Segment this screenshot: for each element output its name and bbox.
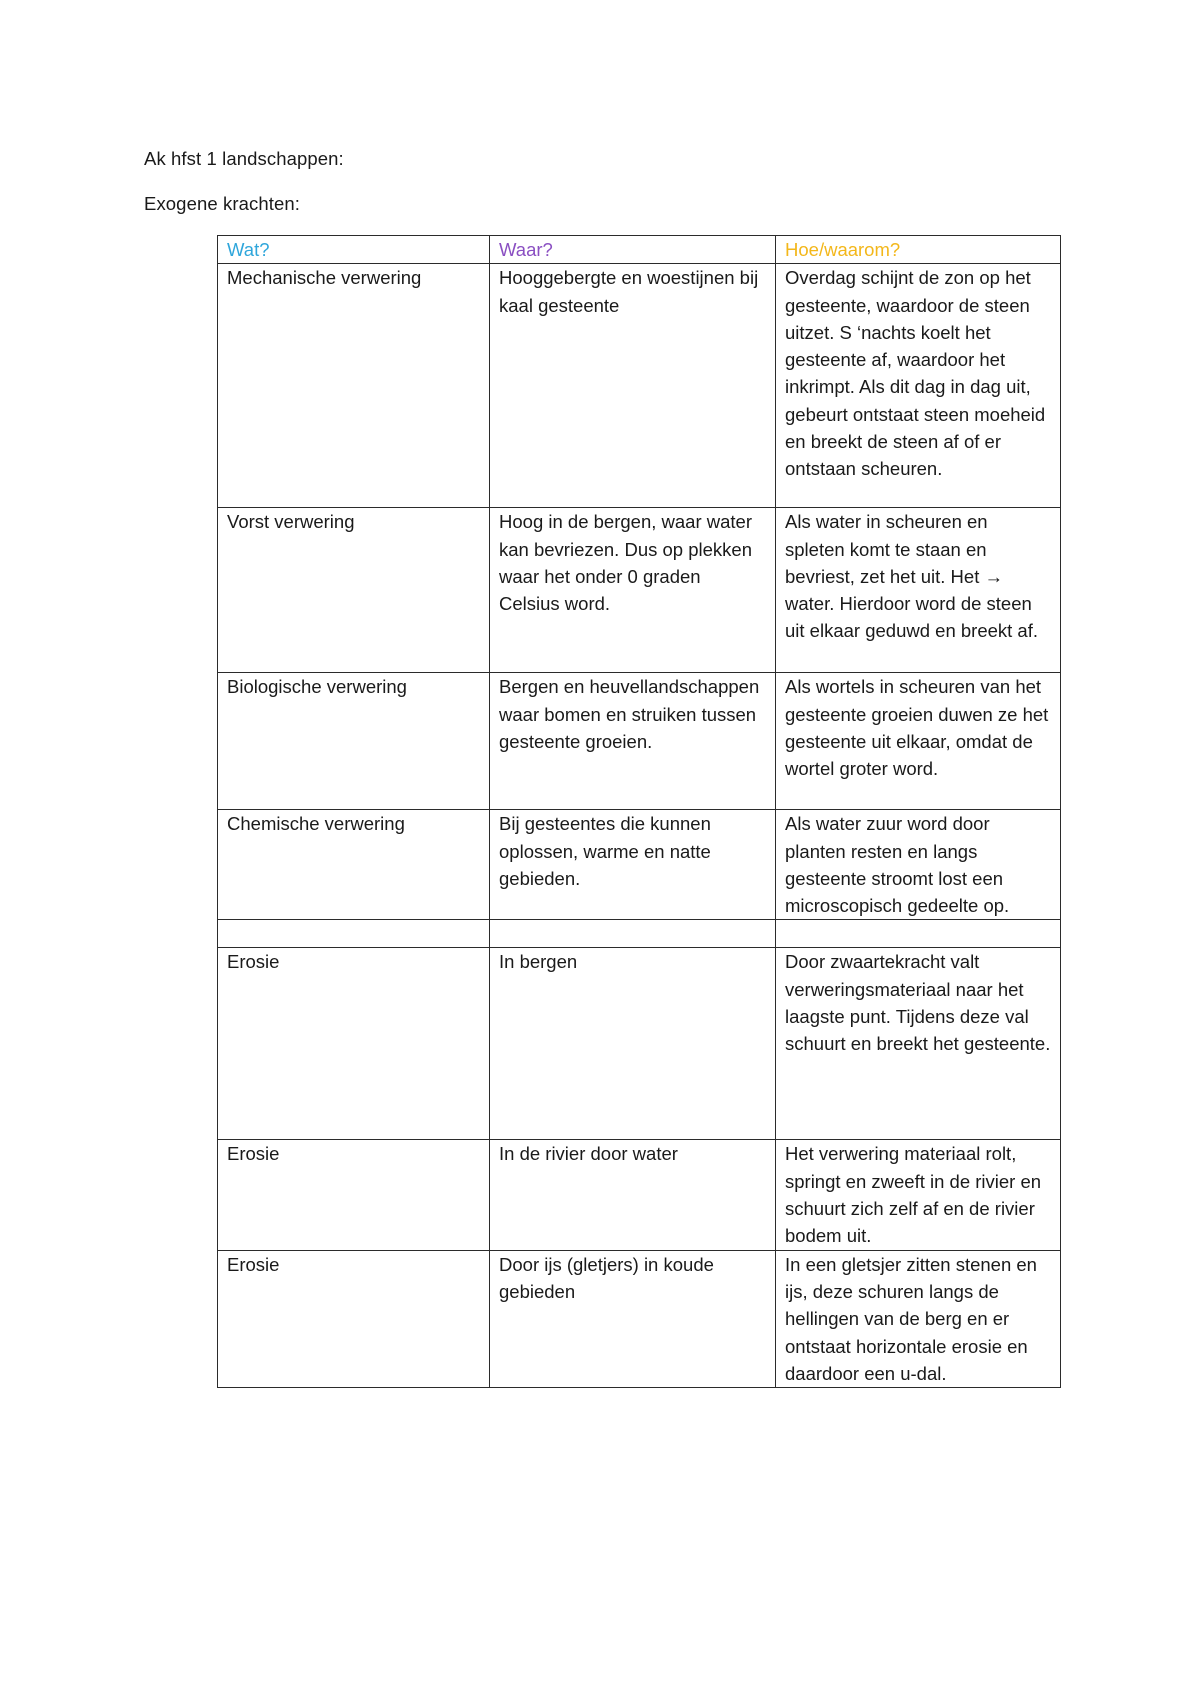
table-row bbox=[218, 1250, 1061, 1387]
page-title: Ak hfst 1 landschappen: bbox=[144, 148, 344, 169]
cell-wat: Chemische verwering bbox=[218, 810, 490, 920]
table-row bbox=[218, 508, 1061, 673]
cell-waar: In bergen bbox=[490, 948, 776, 1140]
cell-wat: Vorst verwering bbox=[218, 508, 490, 673]
cell-waar: Door ijs (gletjers) in koude gebieden bbox=[490, 1250, 776, 1387]
header-hoe-waarom: Hoe/waarom? bbox=[776, 236, 1061, 264]
cell-hoe: Als water zuur word door planten resten en langs gesteente stroomt lost een microscopisch gedeelte op. bbox=[776, 810, 1061, 920]
table-header-row bbox=[218, 236, 1061, 264]
cell-hoe bbox=[776, 920, 1061, 948]
cell-hoe: Overdag schijnt de zon op het gesteente, waardoor de steen uitzet. S ‘nachts koelt het gesteente af, waardoor het inkrimpt. Als dit dag in dag uit, gebeurt ontstaat steen moeheid en breekt de steen af of er ontstaan scheuren. bbox=[776, 264, 1061, 508]
cell-waar: Hoog in de bergen, waar water kan bevriezen. Dus op plekken waar het onder 0 graden Celsius word. bbox=[490, 508, 776, 673]
cell-wat: Erosie bbox=[218, 1140, 490, 1250]
cell-waar: Hooggebergte en woestijnen bij kaal gesteente bbox=[490, 264, 776, 508]
cell-wat bbox=[218, 920, 490, 948]
cell-hoe: Als water in scheuren en spleten komt te staan en bevriest, zet het uit. Het → water. Hierdoor word de steen uit elkaar geduwd en breekt af. bbox=[776, 508, 1061, 673]
cell-waar bbox=[490, 920, 776, 948]
cell-waar: Bij gesteentes die kunnen oplossen, warme en natte gebieden. bbox=[490, 810, 776, 920]
cell-wat: Mechanische verwering bbox=[218, 264, 490, 508]
table-row-empty bbox=[218, 920, 1061, 948]
cell-waar: In de rivier door water bbox=[490, 1140, 776, 1250]
table-row bbox=[218, 810, 1061, 920]
cell-hoe: Het verwering materiaal rolt, springt en zweeft in de rivier en schuurt zich zelf af en de rivier bodem uit. bbox=[776, 1140, 1061, 1250]
table-row bbox=[218, 948, 1061, 1140]
table-row bbox=[218, 1140, 1061, 1250]
section-heading: Exogene krachten: bbox=[144, 193, 300, 214]
cell-hoe: Als wortels in scheuren van het gesteente groeien duwen ze het gesteente uit elkaar, omdat de wortel groter word. bbox=[776, 673, 1061, 810]
header-waar: Waar? bbox=[490, 236, 776, 264]
table-row bbox=[218, 673, 1061, 810]
exogenous-forces-table bbox=[217, 235, 1061, 1388]
cell-wat: Erosie bbox=[218, 948, 490, 1140]
cell-wat: Erosie bbox=[218, 1250, 490, 1387]
table-row bbox=[218, 264, 1061, 508]
cell-wat: Biologische verwering bbox=[218, 673, 490, 810]
cell-waar: Bergen en heuvellandschappen waar bomen en struiken tussen gesteente groeien. bbox=[490, 673, 776, 810]
cell-hoe: In een gletsjer zitten stenen en ijs, deze schuren langs de hellingen van de berg en er ontstaat horizontale erosie en daardoor een u-dal. bbox=[776, 1250, 1061, 1387]
cell-hoe: Door zwaartekracht valt verweringsmateriaal naar het laagste punt. Tijdens deze val schuurt en breekt het gesteente. bbox=[776, 948, 1061, 1140]
header-wat: Wat? bbox=[218, 236, 490, 264]
